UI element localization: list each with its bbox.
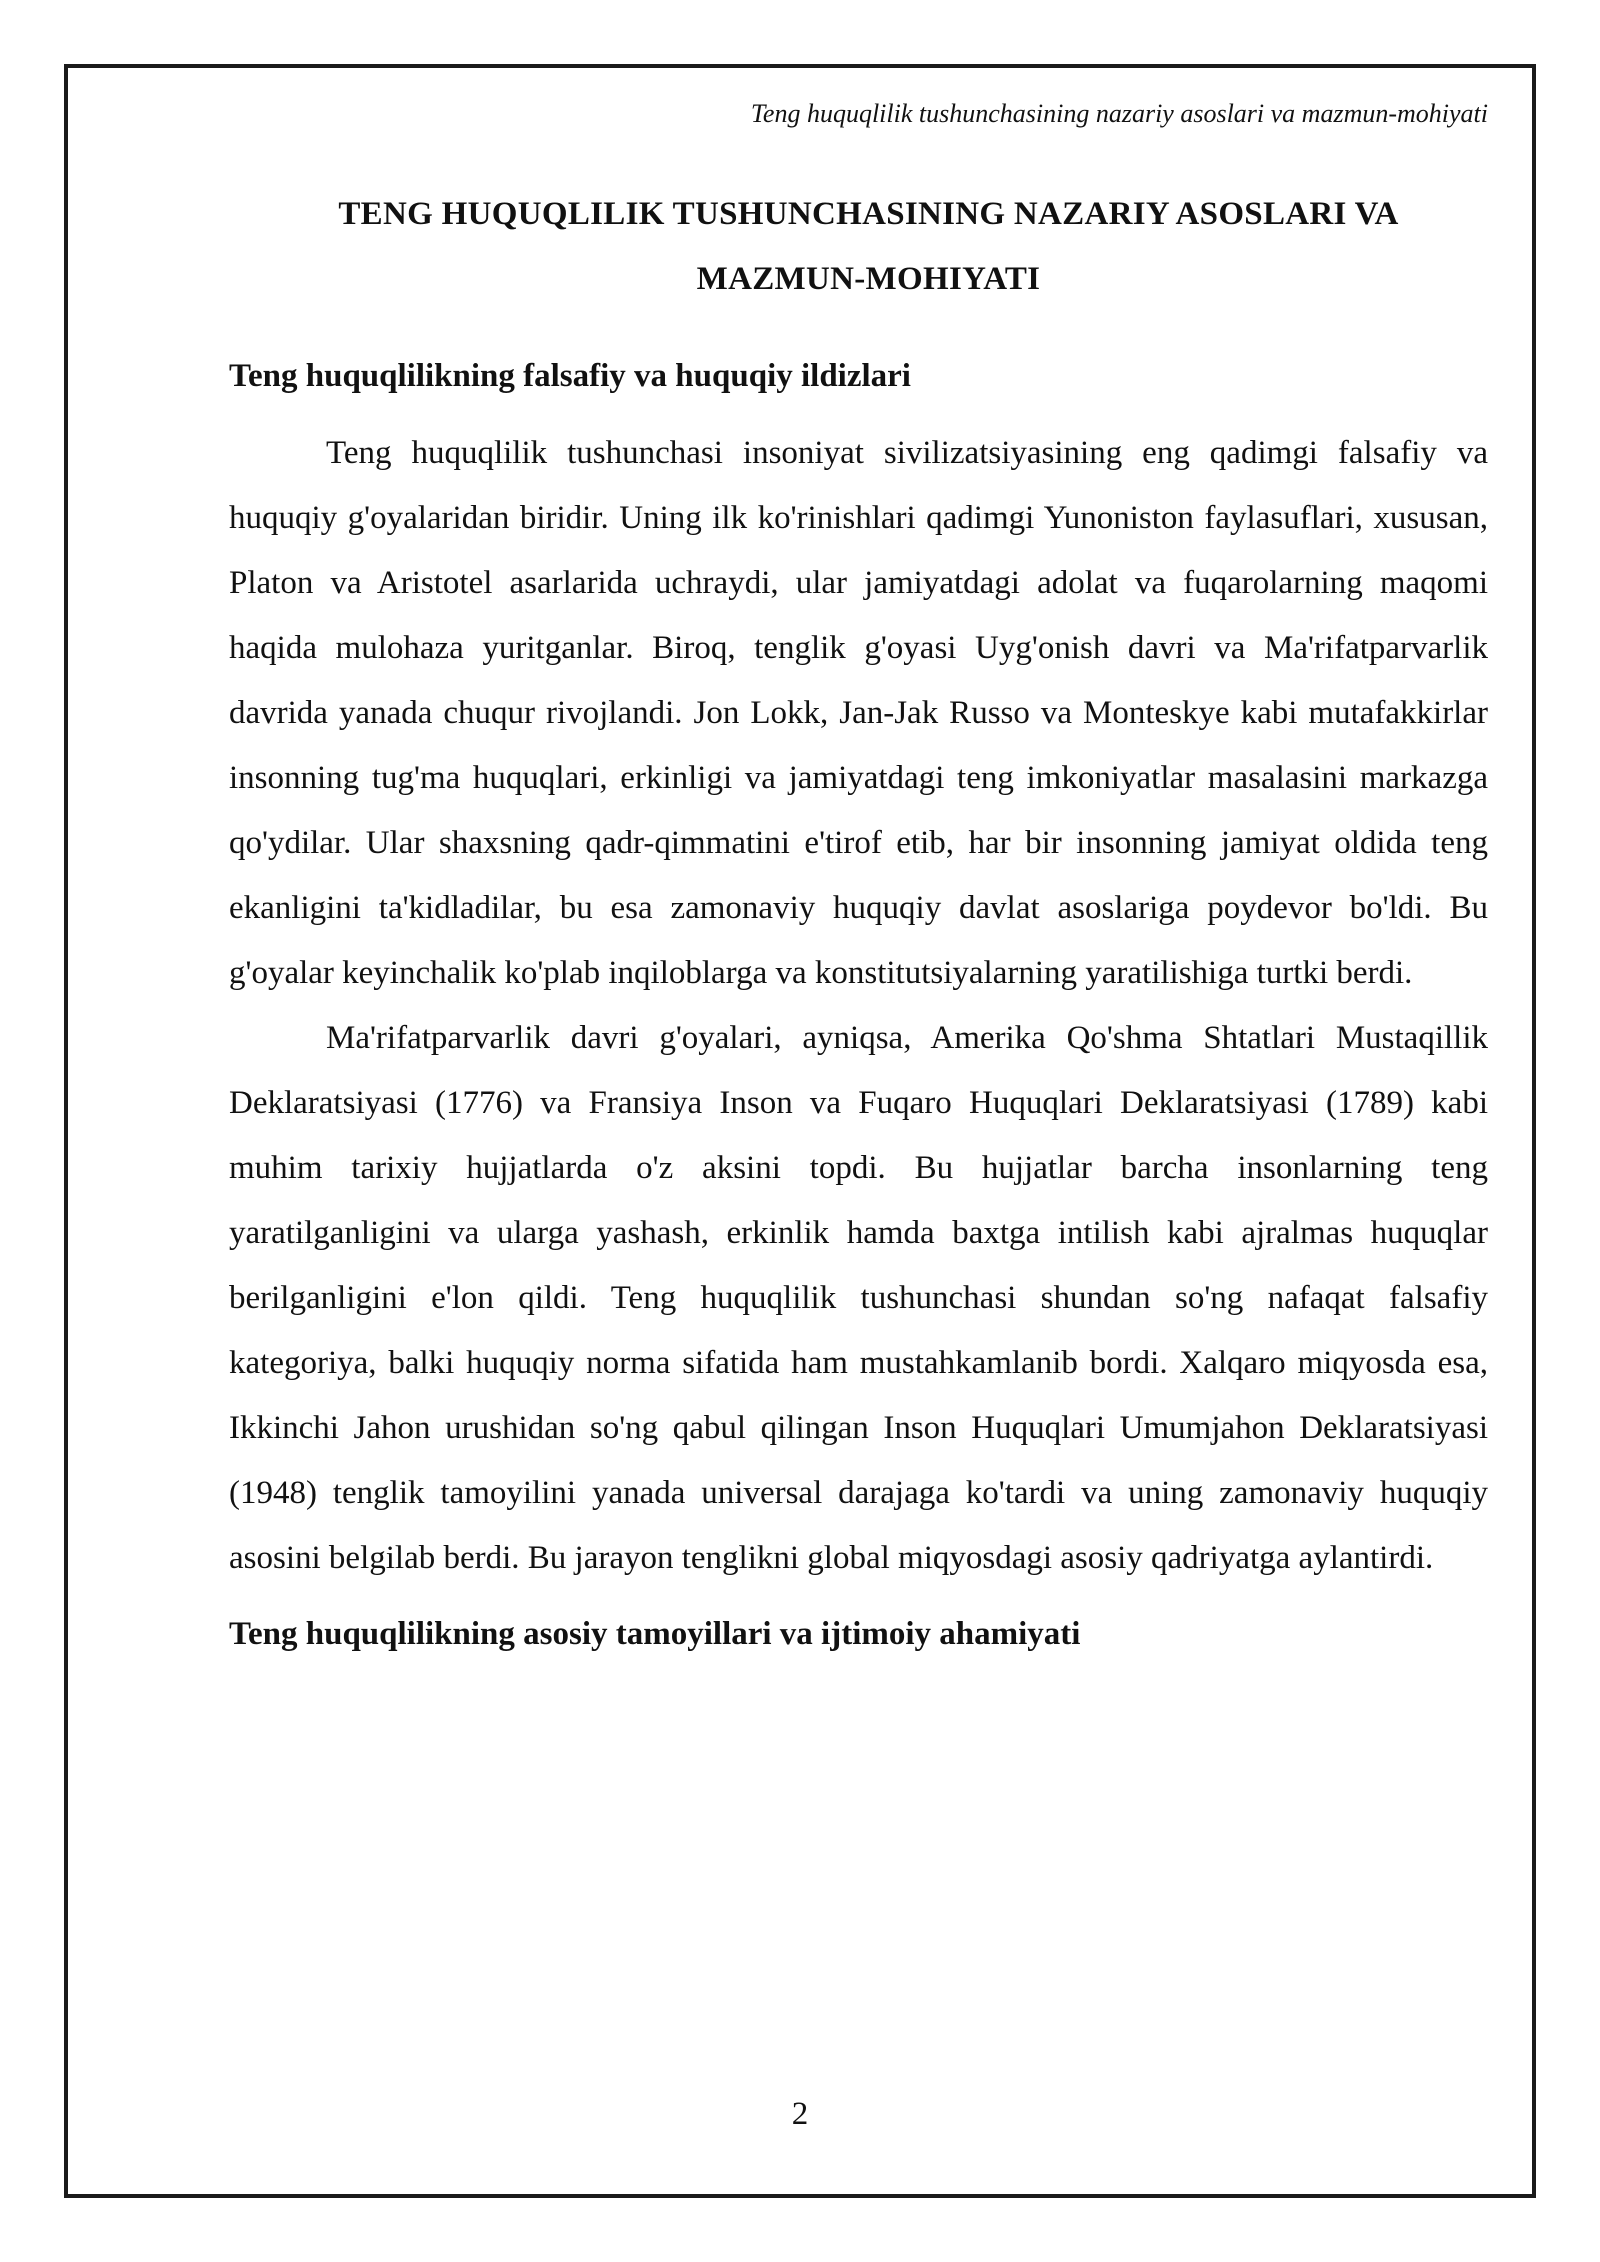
- document-title-line-1: TENG HUQUQLILIK TUSHUNCHASINING NAZARIY ASOSLARI VA: [338, 196, 1399, 232]
- running-header: Teng huquqlilik tushunchasining nazariy asoslari va mazmun-mohiyati: [750, 99, 1488, 128]
- document-title-line-2: MAZMUN-MOHIYATI: [696, 261, 1041, 297]
- document-body: [229, 182, 1488, 1656]
- body-paragraph: Teng huquqlilik tushunchasi insoniyat sivilizatsiyasining eng qadimgi falsafiy va huquqiy g'oyalaridan biridir. Uning ilk ko'rinishlari qadimgi Yunoniston faylasuflari, xususan, Platon va Aristotel asarlarida uchraydi, ular jamiyatdagi adolat va fuqarolarning maqomi haqida mulohaza yuritganlar. Biroq, tenglik g'oyasi Uyg'onish davri va Ma'rifatparvarlik davrida yanada chuqur rivojlandi. Jon Lokk, Jan-Jak Russo va Monteskye kabi mutafakkirlar insonning tug'ma huquqlari, erkinligi va jamiyatdagi teng imkoniyatlar masalasini markazga qo'ydilar. Ular shaxsning qadr-qimmatini e'tirof etib, har bir insonning jamiyat oldida teng ekanligini ta'kidladilar, bu esa zamonaviy huquqiy davlat asoslariga poydevor bo'ldi. Bu g'oyalar keyinchalik ko'plab inqiloblarga va konstitutsiyalarning yaratilishiga turtki berdi.: [229, 435, 1488, 991]
- body-paragraph: Ma'rifatparvarlik davri g'oyalari, ayniqsa, Amerika Qo'shma Shtatlari Mustaqillik Deklaratsiyasi (1776) va Fransiya Inson va Fuqaro Huquqlari Deklaratsiyasi (1789) kabi muhim tarixiy hujjatlarda o'z aksini topdi. Bu hujjatlar barcha insonlarning teng yaratilganligini va ularga yashash, erkinlik hamda baxtga intilish kabi ajralmas huquqlar berilganligini e'lon qildi. Teng huquqlilik tushunchasi shundan so'ng nafaqat falsafiy kategoriya, balki huquqiy norma sifatida ham mustahkamlanib bordi. Xalqaro miqyosda esa, Ikkinchi Jahon urushidan so'ng qabul qilingan Inson Huquqlari Umumjahon Deklaratsiyasi (1948) tenglik tamoyilini yanada universal darajaga ko'tardi va uning zamonaviy huquqiy asosini belgilab berdi. Bu jarayon tenglikni global miqyosdagi asosiy qadriyatga aylantirdi.: [229, 1020, 1488, 1576]
- document-title: [229, 182, 1488, 312]
- section-heading-principles: Teng huquqlilikning asosiy tamoyillari va ijtimoiy ahamiyati: [229, 1616, 1081, 1652]
- section-heading-philosophical-roots: Teng huquqlilikning falsafiy va huquqiy ildizlari: [229, 358, 911, 394]
- page-number: 2: [791, 2096, 809, 2132]
